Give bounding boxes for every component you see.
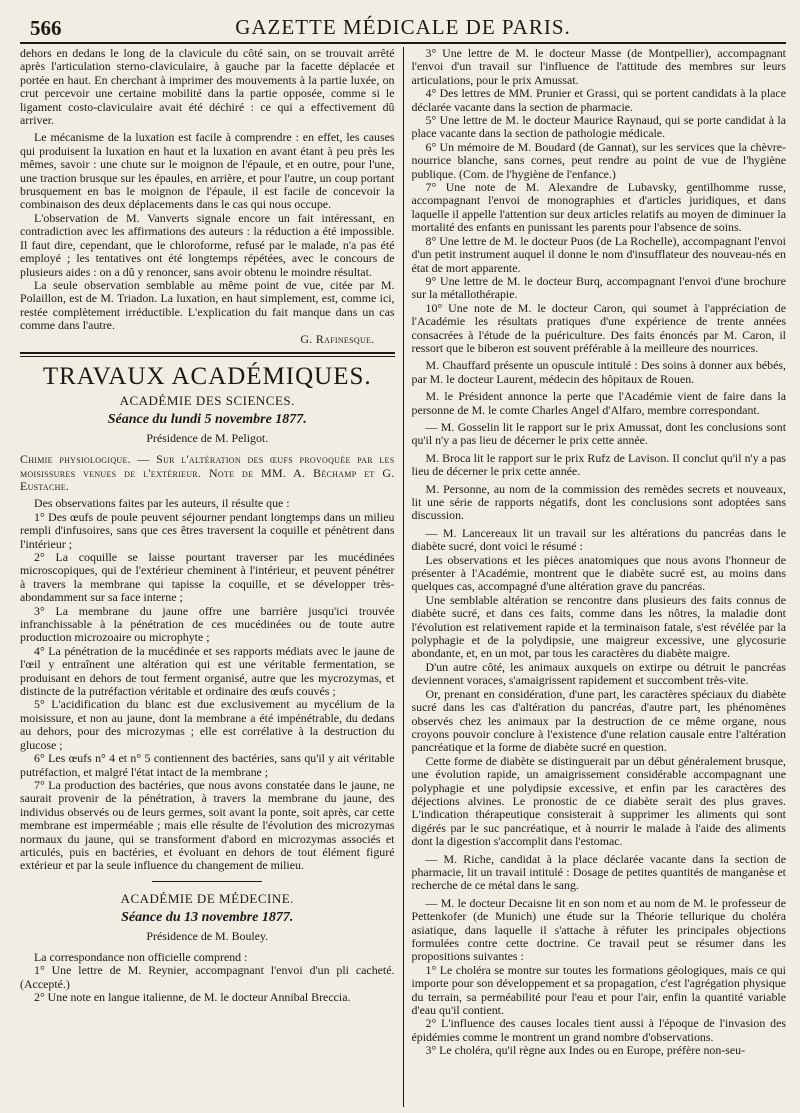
- paragraph: D'un autre côté, les animaux auxquels on extirpe ou détruit le pancréas deviennent voraces, s'amaigrissent rapidement et succombent très-vite.: [411, 659, 786, 688]
- paragraph: Or, prenant en considération, d'une part, les caractères spéciaux du diabète sucré dans les cas d'altération du pancréas, d'autre part, les phénomènes observés chez les animaux par la destruction de ce même organe, nous croyons pouvoir conclure à l'existence d'une relation causale entre l'altération pancréatique et la forme de diabète sucré en question.: [411, 686, 786, 755]
- paragraph: 1° Le choléra se montre sur toutes les formations géologiques, mais ce qui importe pour son développement et sa propagation, c'est l'agrégation physique du terrain, sa perméabilité pour l'eau et pour l'air, enfin la quantité variable d'eau qu'il contient.: [411, 962, 786, 1018]
- paragraph: 5° Une lettre de M. le docteur Maurice Raynaud, qui se porte candidat à la place vacante dans la section de pathologie médicale.: [411, 113, 786, 141]
- section-title: TRAVAUX ACADÉMIQUES.: [42, 362, 372, 390]
- divider: [152, 881, 262, 882]
- left-column: [20, 47, 403, 1107]
- paragraph: Une semblable altération se rencontre dans plusieurs des faits connus de diabète sucré, et dans ces faits, comme dans les nôtres, la maladie dont l'évolution est relativement rapide et la terminaison fatale, s'est révélée par la polyphagie et de la polydipsie, une maigreur excessive, une glycosurie abondante, et, en un mot, par tous les caractères du diabète maigre.: [411, 592, 786, 661]
- paragraph: 7° Une note de M. Alexandre de Lubavsky, gentilhomme russe, accompagnant l'envoi de monographies et d'articles juridiques, et dans laquelle il appelle l'attention sur deux articles relatifs au moyen de diminuer la mortalité des enfants en punissant les parents pour l'absence de soins.: [411, 180, 786, 235]
- paragraph: — M. Gosselin lit le rapport sur le prix Amussat, dont les conclusions sont qu'il n'y a pas lieu de décerner le prix cette année.: [411, 419, 786, 448]
- list-item: 7° La production des bactéries, que nous avons constatée dans le jaune, ne saurait provenir de la pénétration, à travers la membrane du jaune, des individus observés ou de leurs germes, soit avant la ponte, soit après, car cette membrane est imperméable ; mais elle résulte de l'évolution des microzymas normaux du jaune, qui se transforment d'abord en microzymas associés et articulés, puis en bactéries, et évoluant en dehors de tout élément figuré extérieur et par la seule influence du changement de milieu.: [20, 777, 395, 873]
- section-rule: [20, 352, 395, 354]
- paragraph: — M. le docteur Decaisne lit en son nom et au nom de M. le professeur de Pettenkofer (de Munich) une étude sur la Théorie tellurique du choléra asiatique, dans laquelle il s'attache à réfuter les principales objections formulées contre cette doctrine. Ce travail peut se résumer dans les propositions suivantes :: [411, 895, 786, 964]
- paragraph: M. Broca lit le rapport sur le prix Rufz de Lavison. Il conclut qu'il n'y a pas lieu de décerner le prix cette année.: [411, 450, 786, 479]
- list-item: 4° La pénétration de la mucédinée et ses rapports médiats avec le jaune de l'œil y entraînent une altération qui est une véritable fermentation, se produisant en dehors de tout ferment organisé, autre que les mycrozymas, et distincte de la putréfaction véritable et ordinaire des œufs couvés ;: [20, 643, 395, 699]
- right-column: [403, 47, 787, 1107]
- presidency: Présidence de M. Bouley.: [146, 928, 269, 943]
- list-item: 3° La membrane du jaune offre une barrière jusqu'ici trouvée infranchissable à la pénétration de ces mucédinées ou de toute autre production microzoaire ou microphyte ;: [20, 603, 395, 645]
- session-heading: Séance du lundi 5 novembre 1877.: [107, 412, 307, 428]
- paragraph: La seule observation semblable au même point de vue, citée par M. Polaillon, est de M. Triadon. La luxation, en haut simplement, est, comme ici, restée complètement irréductible. L'explication du fait manque dans un cas comme dans l'autre.: [20, 277, 395, 333]
- paragraph: Des observations faites par les auteurs, il résulte que :: [34, 496, 290, 511]
- paragraph: 2° L'influence des causes locales tient aussi à l'époque de l'invasion des épidémies comme le montrent un grand nombre d'observations.: [411, 1016, 786, 1044]
- paragraph: M. Personne, au nom de la commission des remèdes secrets et nouveaux, lit une série de rapports négatifs, dont les conclusions sont adoptées sans discussion.: [411, 481, 786, 523]
- paragraph: M. le Président annonce la perte que l'Académie vient de faire dans la personne de M. le comte Charles Angel d'Alfaro, membre correspondant.: [411, 389, 786, 417]
- academy-heading: ACADÉMIE DES SCIENCES.: [119, 392, 295, 408]
- page-number: 566: [30, 16, 62, 40]
- list-item: 2° Une note en langue italienne, de M. le docteur Annibal Breccia.: [34, 990, 351, 1005]
- paragraph: — M. Lancereaux lit un travail sur les altérations du pancréas dans le diabète sucré, dont voici le résumé :: [411, 525, 786, 554]
- list-item: 5° L'acidification du blanc est due exclusivement au mycélium de la moisissure, et non au jaune, dont la membrane a été impénétrable, du dedans au dehors, pour des microzymas ; elle est corrélative à la destruction du glucose ;: [20, 697, 395, 752]
- paragraph: dehors en dedans le long de la clavicule du côté sain, on se trouvait arrêté après l'articulation sterno-claviculaire, à gauche par la facette déplacée et portée en haut. En cherchant à imprimer des mouvements à la partie luxée, on crut percevoir une certaine mobilité dans la partie opposée, comme si le ligament costo-claviculaire avait été déchiré : ce qui a effectivement dû arriver.: [20, 47, 395, 128]
- page-header: [20, 14, 786, 44]
- paragraph: 9° Une lettre de M. le docteur Burq, accompagnant l'envoi d'une brochure sur la métallothérapie.: [411, 273, 786, 302]
- list-item: 6° Les œufs n° 4 et n° 5 contiennent des bactéries, sans qu'il y ait véritable putréfaction, et malgré l'état intact de la membrane ;: [20, 751, 395, 779]
- paragraph: Les observations et les pièces anatomiques que nous avons l'honneur de présenter à l'Académie, montrent que le diabète sucré est, au moins dans quelques cas, accompagné d'une altération grave du pancréas.: [411, 552, 786, 594]
- paragraph: 4° Des lettres de MM. Prunier et Grassi, qui se portent candidats à la place déclarée vacante dans la section de pharmacie.: [411, 86, 786, 114]
- paragraph: Cette forme de diabète se distinguerait par un début généralement brusque, une évolution rapide, un amaigrissement considérable accompagnant une polyphagie et une polydipsie excessive, et enfin par les caractères des déjections alvines. Le pronostic de ce diabète serait des plus graves. L'indication thérapeutique consisterait à supprimer les aliments qui sont digérés par le suc pancréatique, et à nourrir le malade à l'aide des aliments dont la digestion s'accomplit dans l'estomac.: [411, 753, 786, 849]
- paragraph: 10° Une note de M. le docteur Caron, qui soumet à l'appréciation de l'Académie les résultats pratiques d'une expérience de trente années consacrées à l'étude de la puériculture. Des faits énoncés par M. Caron, il ressort que le biberon est souvent préférable à la meilleure des nourrices.: [411, 300, 786, 355]
- paragraph: 8° Une lettre de M. le docteur Puos (de La Rochelle), accompagnant l'envoi d'un petit instrument auquel il donne le nom d'insufflateur des nouveau-nés en état de mort apparente.: [411, 233, 786, 275]
- paragraph: L'observation de M. Vanverts signale encore un fait intéressant, en contradiction avec les affirmations des auteurs : la réduction a été impossible. Il faut dire, cependant, que le chloroforme, refusé par le malade, n'a pas été employé ; les tentatives ont été longtemps répétées, avec le concours de plusieurs aides : on a dû y renoncer, sans avoir obtenu le moindre résultat.: [20, 210, 395, 279]
- journal-title: GAZETTE MÉDICALE DE PARIS.: [235, 15, 571, 39]
- paragraph: 3° Une lettre de M. le docteur Masse (de Montpellier), accompagnant l'envoi d'un travail sur l'influence de l'attitude des membres sur leurs articulations, pour le prix Amussat.: [411, 47, 786, 87]
- paragraph: Le mécanisme de la luxation est facile à comprendre : en effet, les causes qui produisent la luxation en haut et la luxation en avant étant à peu près les mêmes, savoir : une chute sur le moignon de l'épaule, et en outre, pour l'une, une traction brusque sur les épaules, en arrière, et pour l'autre, un coup portant brusquement en bas le moignon de l'épaule, il est facile de concevoir la combinaison des deux déplacements dans le cas qui nous occupe.: [20, 130, 395, 212]
- paragraph: — M. Riche, candidat à la place déclarée vacante dans la section de pharmacie, lit un travail intitulé : Dosage de petites quantités de manganèse et recherche de ce métal dans le sang.: [411, 851, 786, 893]
- list-item: 2° La coquille se laisse pourtant traverser par les mucédinées microscopiques, qui de l'extérieur cheminent à l'intérieur, et peuvent pénétrer à travers la membrane qui tapisse la coquille, et se développer très-abondamment sur sa face interne ;: [20, 550, 395, 605]
- paragraph: 3° Le choléra, qu'il règne aux Indes ou en Europe, préfère non-seu-: [425, 1043, 746, 1058]
- presidency: Présidence de M. Peligot.: [146, 430, 269, 445]
- columns: [20, 47, 786, 1107]
- paragraph: La correspondance non officielle comprend :: [34, 949, 248, 964]
- author-signature: G. Rafinesque.: [300, 331, 375, 346]
- paragraph: M. Chauffard présente un opuscule intitulé : Des soins à donner aux bébés, par M. le docteur Laurent, médecin des hôpitaux de Rouen.: [411, 358, 786, 386]
- section-rule-thin: [20, 356, 395, 357]
- paragraph: 6° Un mémoire de M. Boudard (de Gannat), sur les services que la chèvre-nourrice blanche, sans cornes, peut rendre au point de vue de l'hygiène publique. (Com. de l'hygiène de l'enfance.): [411, 139, 786, 181]
- list-item: 1° Une lettre de M. Reynier, accompagnant l'envoi d'un pli cacheté. (Accepté.): [20, 963, 395, 991]
- list-item: 1° Des œufs de poule peuvent séjourner pendant longtemps dans un milieu rempli d'infusoires, sans que ces êtres traversent la coquille et pénètrent dans l'intérieur ;: [20, 509, 395, 551]
- academy-heading: ACADÉMIE DE MÉDECINE.: [120, 890, 294, 906]
- session-heading: Séance du 13 novembre 1877.: [121, 910, 294, 926]
- article-heading: Chimie physiologique. — Sur l'altération des œufs provoquée par les moisissures venues de l'extérieur. Note de MM. A. Béchamp et G. Eustache.: [20, 452, 395, 493]
